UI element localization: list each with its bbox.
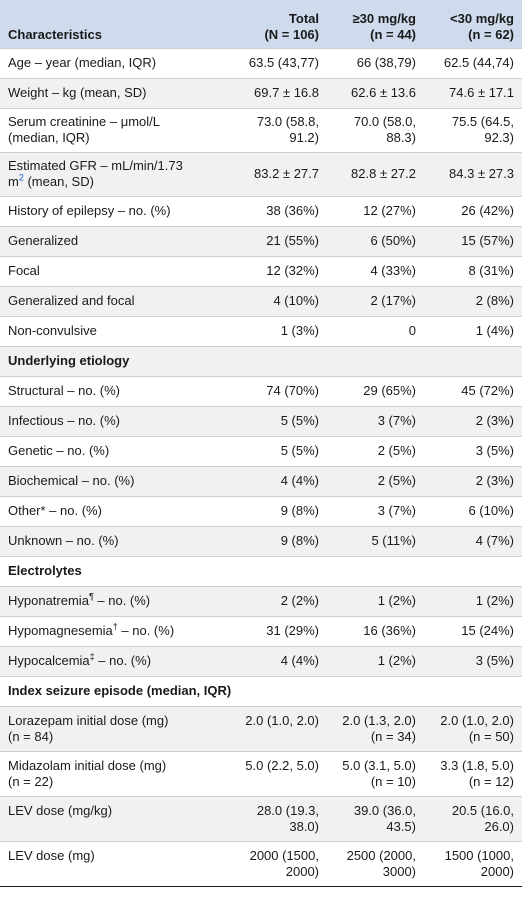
section-row-etiology: [0, 346, 522, 376]
cell-lt30: 2 (8%): [424, 286, 522, 316]
footnote-mark: †: [112, 621, 118, 632]
table-row-midazolam: [0, 751, 522, 796]
row-label: Non-convulsive: [0, 316, 232, 346]
table-row-age: [0, 48, 522, 78]
row-label: Focal: [0, 256, 232, 286]
table-row-hyponatremia: [0, 586, 522, 616]
row-label: History of epilepsy – no. (%): [0, 196, 232, 226]
cell-ge30: 5.0 (3.1, 5.0) (n = 10): [327, 751, 424, 796]
cell-total: 28.0 (19.3, 38.0): [232, 796, 327, 841]
cell-ge30: 62.6 ± 13.6: [327, 78, 424, 108]
cell-ge30: 39.0 (36.0, 43.5): [327, 796, 424, 841]
cell-total: 73.0 (58.8, 91.2): [232, 108, 327, 152]
table-row-lev-mgkg: [0, 796, 522, 841]
cell-ge30: 29 (65%): [327, 376, 424, 406]
row-label: Estimated GFR – mL/min/1.73 $m^2$ (mean, SD): [0, 152, 232, 196]
cell-total: 21 (55%): [232, 226, 327, 256]
footnote-link[interactable]: 2: [18, 172, 24, 183]
cell-lt30: 6 (10%): [424, 496, 522, 526]
cell-total: 2 (2%): [232, 586, 327, 616]
cell-lt30: 15 (57%): [424, 226, 522, 256]
cell-total: 5.0 (2.2, 5.0): [232, 751, 327, 796]
cell-lt30: 84.3 ± 27.3: [424, 152, 522, 196]
cell-ge30: 82.8 ± 27.2: [327, 152, 424, 196]
table-row-lorazepam: [0, 706, 522, 751]
table-row-generalized-focal: [0, 286, 522, 316]
cell-ge30: 1 (2%): [327, 586, 424, 616]
header-total: Total (N = 106): [264, 10, 319, 42]
cell-ge30: 1 (2%): [327, 646, 424, 676]
cell-ge30: 2 (5%): [327, 436, 424, 466]
section-row-electrolytes: [0, 556, 522, 586]
cell-total: 2000 (1500, 2000): [232, 841, 327, 886]
cell-lt30: 2 (3%): [424, 406, 522, 436]
row-label: Infectious – no. (%): [0, 406, 232, 436]
cell-lt30: 3 (5%): [424, 436, 522, 466]
section-heading: Electrolytes: [0, 556, 522, 586]
cell-ge30: 3 (7%): [327, 406, 424, 436]
cell-total: 5 (5%): [232, 436, 327, 466]
cell-total: 38 (36%): [232, 196, 327, 226]
table-row-gfr: [0, 152, 522, 196]
row-label: Generalized and focal: [0, 286, 232, 316]
cell-ge30: 12 (27%): [327, 196, 424, 226]
header-ge30: ≥30 mg/kg (n = 44): [352, 10, 416, 42]
row-label: Serum creatinine – μmol/L (median, IQR): [0, 108, 232, 152]
row-label: Midazolam initial dose (mg) (n = 22): [0, 751, 232, 796]
cell-lt30: 2.0 (1.0, 2.0) (n = 50): [424, 706, 522, 751]
cell-lt30: 15 (24%): [424, 616, 522, 646]
cell-total: 83.2 ± 27.7: [232, 152, 327, 196]
cell-lt30: 75.5 (64.5, 92.3): [424, 108, 522, 152]
row-label: Lorazepam initial dose (mg) (n = 84): [0, 706, 232, 751]
row-label: Hyponatremia¶ – no. (%): [0, 586, 232, 616]
row-label: LEV dose (mg/kg): [0, 796, 232, 841]
cell-total: 12 (32%): [232, 256, 327, 286]
cell-ge30: 3 (7%): [327, 496, 424, 526]
row-label: Structural – no. (%): [0, 376, 232, 406]
cell-total: 9 (8%): [232, 526, 327, 556]
section-heading: Index seizure episode (median, IQR): [0, 676, 522, 706]
table-row-genetic: [0, 436, 522, 466]
table-row-generalized: [0, 226, 522, 256]
cell-total: 2.0 (1.0, 2.0): [232, 706, 327, 751]
table-row-non-convulsive: [0, 316, 522, 346]
cell-lt30: 20.5 (16.0, 26.0): [424, 796, 522, 841]
header-row: [0, 0, 522, 48]
cell-lt30: 1500 (1000, 2000): [424, 841, 522, 886]
row-label: Hypomagnesemia† – no. (%): [0, 616, 232, 646]
row-label: Generalized: [0, 226, 232, 256]
cell-ge30: 2500 (2000, 3000): [327, 841, 424, 886]
cell-ge30: 2 (17%): [327, 286, 424, 316]
cell-lt30: 45 (72%): [424, 376, 522, 406]
table-row-biochemical: [0, 466, 522, 496]
row-label: Age – year (median, IQR): [0, 48, 232, 78]
cell-total: 4 (4%): [232, 466, 327, 496]
row-label: Genetic – no. (%): [0, 436, 232, 466]
cell-total: 4 (10%): [232, 286, 327, 316]
cell-ge30: 2 (5%): [327, 466, 424, 496]
footnote-mark: ¶: [88, 591, 94, 602]
table-row-unknown: [0, 526, 522, 556]
cell-total: 74 (70%): [232, 376, 327, 406]
cell-ge30: 70.0 (58.0, 88.3): [327, 108, 424, 152]
cell-total: 4 (4%): [232, 646, 327, 676]
cell-total: 31 (29%): [232, 616, 327, 646]
table-row-hypocalcemia: [0, 646, 522, 676]
row-label: Weight – kg (mean, SD): [0, 78, 232, 108]
cell-total: 9 (8%): [232, 496, 327, 526]
cell-lt30: 2 (3%): [424, 466, 522, 496]
table-row-structural: [0, 376, 522, 406]
table-row-epilepsy: [0, 196, 522, 226]
cell-total: 5 (5%): [232, 406, 327, 436]
cell-lt30: 1 (2%): [424, 586, 522, 616]
row-label: LEV dose (mg): [0, 841, 232, 886]
cell-lt30: 74.6 ± 17.1: [424, 78, 522, 108]
cell-ge30: 0: [327, 316, 424, 346]
cell-lt30: 8 (31%): [424, 256, 522, 286]
cell-total: 69.7 ± 16.8: [232, 78, 327, 108]
table-row-hypomagnesemia: [0, 616, 522, 646]
cell-total: 1 (3%): [232, 316, 327, 346]
cell-lt30: 4 (7%): [424, 526, 522, 556]
cell-lt30: 3.3 (1.8, 5.0) (n = 12): [424, 751, 522, 796]
section-heading: Underlying etiology: [0, 346, 522, 376]
cell-ge30: 16 (36%): [327, 616, 424, 646]
row-label: Biochemical – no. (%): [0, 466, 232, 496]
header-characteristics: Characteristics: [8, 26, 102, 42]
header-lt30: <30 mg/kg (n = 62): [450, 10, 514, 42]
table-row-weight: [0, 78, 522, 108]
cell-ge30: 6 (50%): [327, 226, 424, 256]
cell-lt30: 26 (42%): [424, 196, 522, 226]
table-row-focal: [0, 256, 522, 286]
cell-lt30: 3 (5%): [424, 646, 522, 676]
cell-ge30: 5 (11%): [327, 526, 424, 556]
table-row-infectious: [0, 406, 522, 436]
cell-ge30: 66 (38,79): [327, 48, 424, 78]
section-row-index-seizure: [0, 676, 522, 706]
table-row-other: [0, 496, 522, 526]
footnote-mark: ‡: [89, 651, 95, 662]
table-row-creatinine: [0, 108, 522, 152]
table-row-lev-mg: [0, 841, 522, 886]
cell-ge30: 4 (33%): [327, 256, 424, 286]
cell-total: 63.5 (43,77): [232, 48, 327, 78]
cell-lt30: 62.5 (44,74): [424, 48, 522, 78]
cell-lt30: 1 (4%): [424, 316, 522, 346]
row-label: Other* – no. (%): [0, 496, 232, 526]
row-label: Unknown – no. (%): [0, 526, 232, 556]
cell-ge30: 2.0 (1.3, 2.0) (n = 34): [327, 706, 424, 751]
row-label: Hypocalcemia‡ – no. (%): [0, 646, 232, 676]
